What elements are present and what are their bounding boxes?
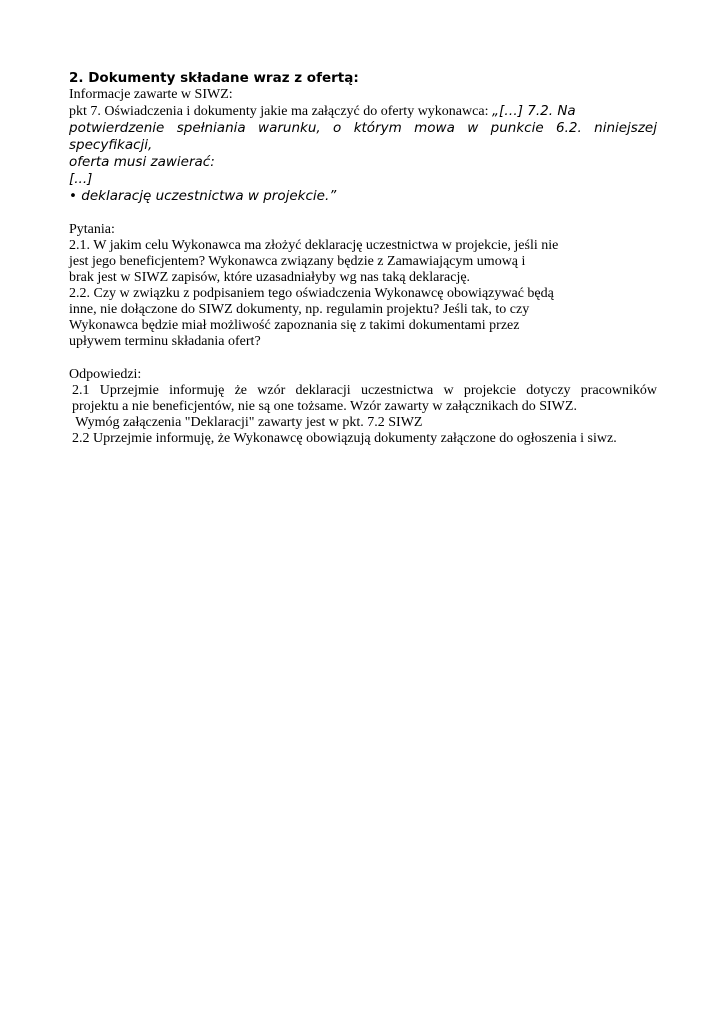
pkt-intro: pkt 7. Oświadczenia i dokumenty jakie ma załączyć do oferty wykonawca:: [69, 104, 492, 119]
question-line-7: upływem terminu składania ofert?: [69, 334, 261, 349]
document-page: [69, 70, 657, 447]
spacer: [69, 350, 657, 367]
answers-block: [69, 383, 657, 447]
quote-line-2: specyfikacji,: [69, 137, 153, 153]
question-line-3: brak jest w SIWZ zapisów, które uzasadniałyby wg nas taką deklarację.: [69, 270, 471, 285]
spacer: [69, 205, 657, 222]
answer-line-1: 2.1 Uprzejmie informuję że wzór deklaracji uczestnictwa w projekcie dotyczy pracowników: [72, 383, 657, 398]
quote-line-3: oferta musi zawierać:: [69, 154, 215, 170]
pkt-line: [69, 103, 657, 120]
quote-line-1: potwierdzenie spełniania warunku, o którym mowa w punkcie 6.2. niniejszej: [69, 120, 657, 136]
question-line-5: inne, nie dołączone do SIWZ dokumenty, np. regulamin projektu? Jeśli tak, to czy: [69, 302, 530, 317]
quote-line-5: • deklarację uczestnictwa w projekcie.”: [69, 188, 337, 204]
question-line-6: Wykonawca będzie miał możliwość zapoznania się z takimi dokumentami przez: [69, 318, 520, 333]
question-line-4: 2.2. Czy w związku z podpisaniem tego oświadczenia Wykonawcę obowiązywać będą: [69, 286, 554, 301]
questions-label: Pytania:: [69, 222, 115, 237]
answer-line-4: 2.2 Uprzejmie informuję, że Wykonawcę obowiązują dokumenty załączone do ogłoszenia i siwz.: [72, 431, 617, 446]
quote-line-4: [...]: [69, 171, 93, 187]
answer-line-3: Wymóg załączenia "Deklaracji" zawarty jest w pkt. 7.2 SIWZ: [72, 415, 423, 430]
question-line-2: jest jego beneficjentem? Wykonawca związany będzie z Zamawiającym umową i: [69, 254, 526, 269]
info-line: Informacje zawarte w SIWZ:: [69, 87, 233, 102]
question-line-1: 2.1. W jakim celu Wykonawca ma złożyć deklarację uczestnictwa w projekcie, jeśli nie: [69, 238, 559, 253]
section-heading: 2. Dokumenty składane wraz z ofertą:: [69, 70, 359, 86]
answers-label: Odpowiedzi:: [69, 367, 142, 382]
answer-line-2: projektu a nie beneficjentów, nie są one tożsame. Wzór zawarty w załącznikach do SIWZ.: [72, 399, 577, 414]
quote-start: „[…] 7.2. Na: [491, 103, 576, 119]
